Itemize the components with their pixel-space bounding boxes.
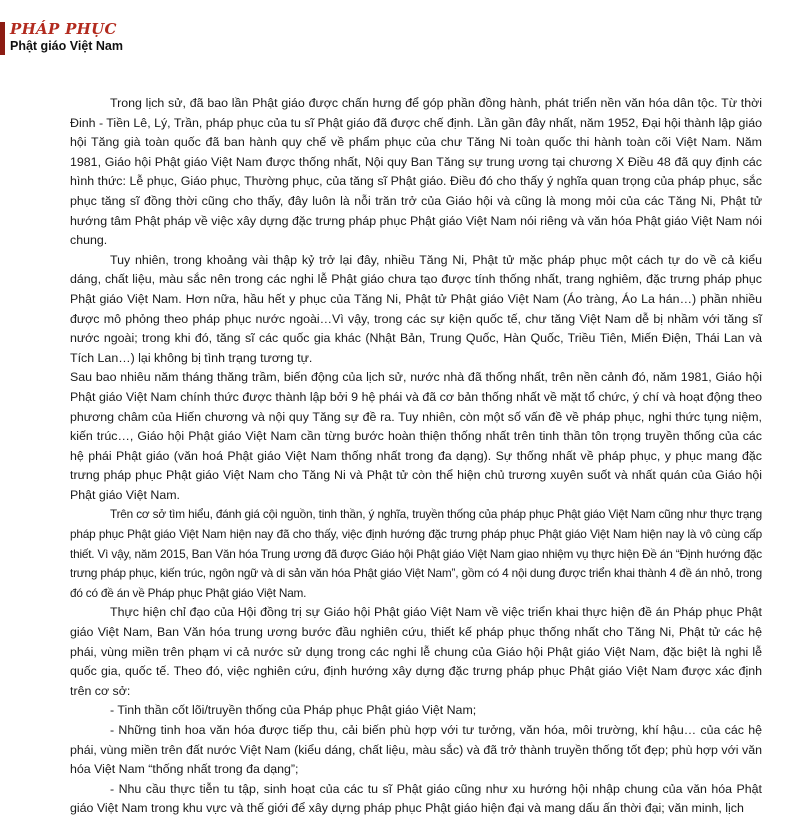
paragraph: Tuy nhiên, trong khoảng vài thập kỷ trở lại đây, nhiều Tăng Ni, Phật tử mặc pháp phục một cách tự do về cả kiểu dáng, chất liệu, màu sắc nên trong các nghi lễ Phật giáo chưa tạo được tính thống nhất, trang nghiêm, đặc trưng pháp phục Phật giáo Việt Nam. Hơn nữa, hầu hết y phục của Tăng Ni, Phật tử Phật giáo Việt Nam (Áo tràng, Áo La hán…) phần nhiều được mô phỏng theo pháp phục nước ngoài…Vì vậy, trong các sự kiện quốc tế, chư tăng Việt Nam dễ bị nhầm với tăng sĩ nước ngoài; trong khi đó, tăng sĩ các quốc gia khác (Nhật Bản, Trung Quốc, Hàn Quốc, Triều Tiên, Miến Điện, Thái Lan và Tích Lan…) lại không bị tình trạng tương tự.: [70, 252, 762, 365]
section-subtitle: Phật giáo Việt Nam: [10, 39, 123, 53]
paragraph: Sau bao nhiêu năm tháng thăng trầm, biến động của lịch sử, nước nhà đã thống nhất, trên nền cảnh đó, năm 1981, Giáo hội Phật giáo Việt Nam chính thức được thành lập bởi 9 hệ phái và đã cơ bản thống nhất về mặt tổ chức, ý chí và hoạt động theo phương châm của Hiến chương và nội quy Tăng sự đề ra. Tuy nhiên, còn một số vấn đề về pháp phục, nghi thức tụng niệm, kiến trúc…, Giáo hội Phật giáo Việt Nam cần từng bước hoàn thiện thống nhất trên tinh thần tôn trọng truyền thống của các hệ phái Phật giáo (văn hoá Phật giáo Việt Nam thống nhất trong đa dạng). Sự thống nhất về pháp phục, y phục mang đặc trưng pháp phục Phật giáo Việt Nam cho Tăng Ni và Phật tử còn thể hiện chủ trương xuyên suốt và nhất quán của Giáo hội Phật giáo Việt Nam.: [70, 370, 762, 502]
paragraph: Thực hiện chỉ đạo của Hội đồng trị sự Giáo hội Phật giáo Việt Nam về việc triển khai thực hiện đề án Pháp phục Phật giáo Việt Nam, Ban Văn hóa trung ương bước đầu nghiên cứu, thiết kế pháp phục thống nhất cho Tăng Ni, Phật tử các hệ phái, vùng miền trên phạm vi cả nước sử dụng trong các nghi lễ chung của Giáo hội Phật giáo Việt Nam, đặc biệt là nghi lễ quốc gia, quốc tế. Theo đó, việc nghiên cứu, định hướng xây dựng đặc trưng pháp phục Phật giáo Việt Nam được xác định trên cơ sở:: [70, 605, 762, 698]
paragraph: Trên cơ sở tìm hiểu, đánh giá cội nguồn, tinh thần, ý nghĩa, truyền thống của pháp phục Phật giáo Việt Nam cũng như thực trạng pháp phục Phật giáo Việt Nam hiện nay đã cho thấy, việc định hướng đặc trưng pháp phục Phật giáo Việt Nam hiện nay là vô cùng cấp thiết. Vì vậy, năm 2015, Ban Văn hóa Trung ương đã được Giáo hội Phật giáo Việt Nam giao nhiệm vụ thực hiện Đề án “Định hướng đặc trưng pháp phục, kiến trúc, ngôn ngữ và di sản văn hóa Phật giáo Việt Nam”, gồm có 4 nội dung được triển khai thành 4 đề án nhỏ, trong đó có đề án về Pháp phục Phật giáo Việt Nam.: [70, 507, 762, 600]
section-title: PHÁP PHỤC: [10, 20, 117, 38]
list-item: - Nhu cầu thực tiễn tu tập, sinh hoạt của các tu sĩ Phật giáo cũng như xu hướng hội nhập chung của văn hóa Phật giáo Việt Nam trong khu vực và thế giới để xây dựng pháp phục Phật giáo hiện đại và mang dấu ấn thời đại; văn minh, lịch: [70, 781, 762, 816]
list-item: - Tinh thần cốt lõi/truyền thống của Pháp phục Phật giáo Việt Nam;: [110, 703, 477, 718]
list-item: - Những tinh hoa văn hóa được tiếp thu, cải biến phù hợp với tư tưởng, văn hóa, môi trường, khí hậu… của các hệ phái, vùng miền trên đất nước Việt Nam (kiểu dáng, chất liệu, màu sắc) và đã trở thành truyền thống tốt đẹp; phù hợp với văn hóa Việt Nam “thống nhất trong đa dạng”;: [70, 723, 762, 777]
article-body: [70, 94, 762, 819]
header-accent-bar: [0, 22, 5, 55]
paragraph: Trong lịch sử, đã bao lần Phật giáo được chấn hưng để góp phần đồng hành, phát triển nền văn hóa dân tộc. Từ thời Đinh - Tiền Lê, Lý, Trần, pháp phục của tu sĩ Phật giáo đã được chế định. Lần gần đây nhất, năm 1952, Đại hội thành lập giáo hội Tăng già toàn quốc đã ban hành quy chế về phẩm phục của chư Tăng Ni toàn quốc thi hành toàn cõi Việt Nam. Năm 1981, Giáo hội Phật giáo Việt Nam được thống nhất, Nội quy Ban Tăng sự trung ương tại chương X Điều 48 đã quy định các hình thức: Lễ phục, Giáo phục, Thường phục, của tăng sĩ Phật giáo. Điều đó cho thấy ý nghĩa quan trọng của pháp phục, sắc phục tăng sĩ đồng thời cũng cho thấy, đây luôn là nỗi trăn trở của Giáo hội và cũng là mong mỏi của các Tăng Ni, Phật tử hướng tâm Phật pháp về việc xây dựng đặc trưng pháp phục Phật giáo Việt Nam nói riêng và văn hóa Phật giáo Việt Nam nói chung.: [70, 96, 762, 248]
